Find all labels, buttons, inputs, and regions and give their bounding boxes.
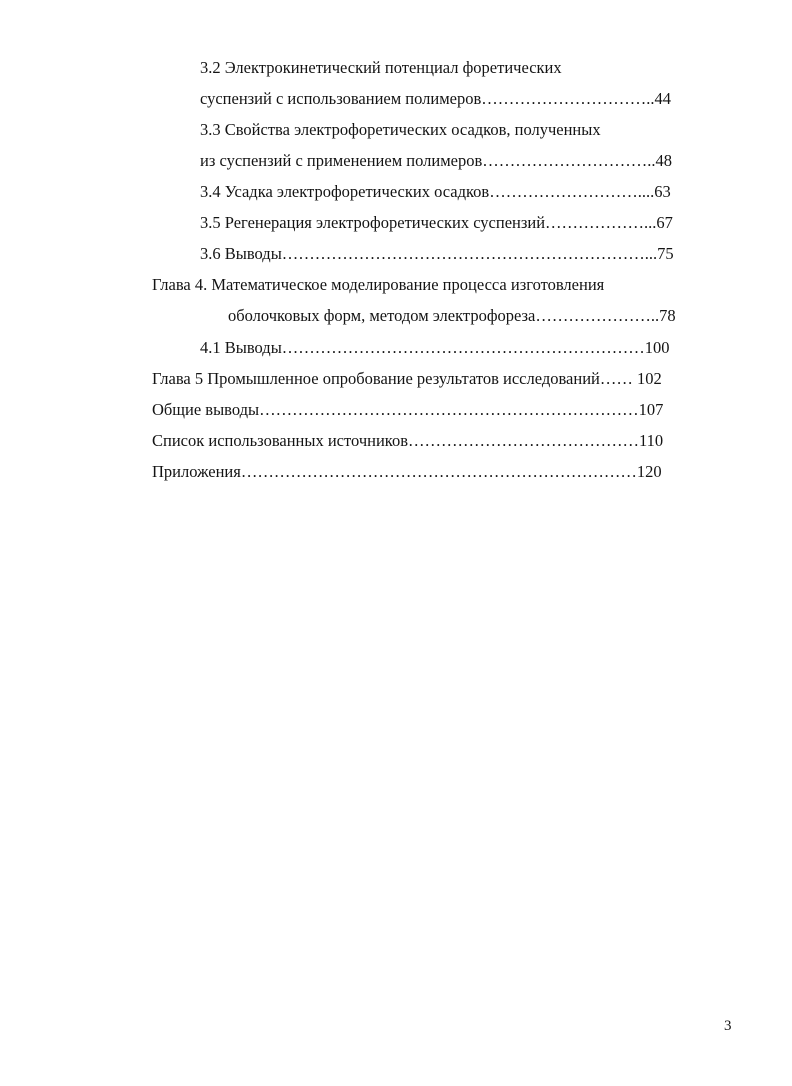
- toc-entry-3-4: 3.4 Усадка электрофоретических осадков………………………....63: [200, 182, 671, 201]
- toc-entry-3-5: 3.5 Регенерация электрофоретических суспензий………………...67: [200, 213, 673, 232]
- toc-entry-general-conclusions: Общие выводы……………………………………………………………107: [152, 400, 664, 419]
- toc-entry-3-3-continuation: из суспензий с применением полимеров…………………………..48: [200, 151, 672, 170]
- toc-entry-appendices: Приложения………………………………………………………………120: [152, 462, 662, 481]
- toc-entry-4-1: 4.1 Выводы…………………………………………………………100: [200, 338, 670, 357]
- page-number: 3: [724, 1018, 732, 1034]
- toc-entry-chapter-4-title: Глава 4. Математическое моделирование процесса изготовления: [152, 275, 605, 294]
- toc-entry-3-3-title: 3.3 Свойства электрофоретических осадков, полученных: [200, 120, 601, 139]
- toc-entry-references: Список использованных источников……………………………………110: [152, 431, 664, 450]
- toc-entry-chapter-4-continuation: оболочковых форм, методом электрофореза…………………..78: [228, 306, 676, 325]
- toc-entry-3-6: 3.6 Выводы…………………………………………………………...75: [200, 244, 674, 263]
- toc-entry-3-2-continuation: суспензий с использованием полимеров…………………………..44: [200, 89, 672, 108]
- toc-entry-chapter-5: Глава 5 Промышленное опробование результатов исследований…… 102: [152, 369, 662, 388]
- toc-entry-3-2-title: 3.2 Электрокинетический потенциал форетических: [200, 58, 562, 77]
